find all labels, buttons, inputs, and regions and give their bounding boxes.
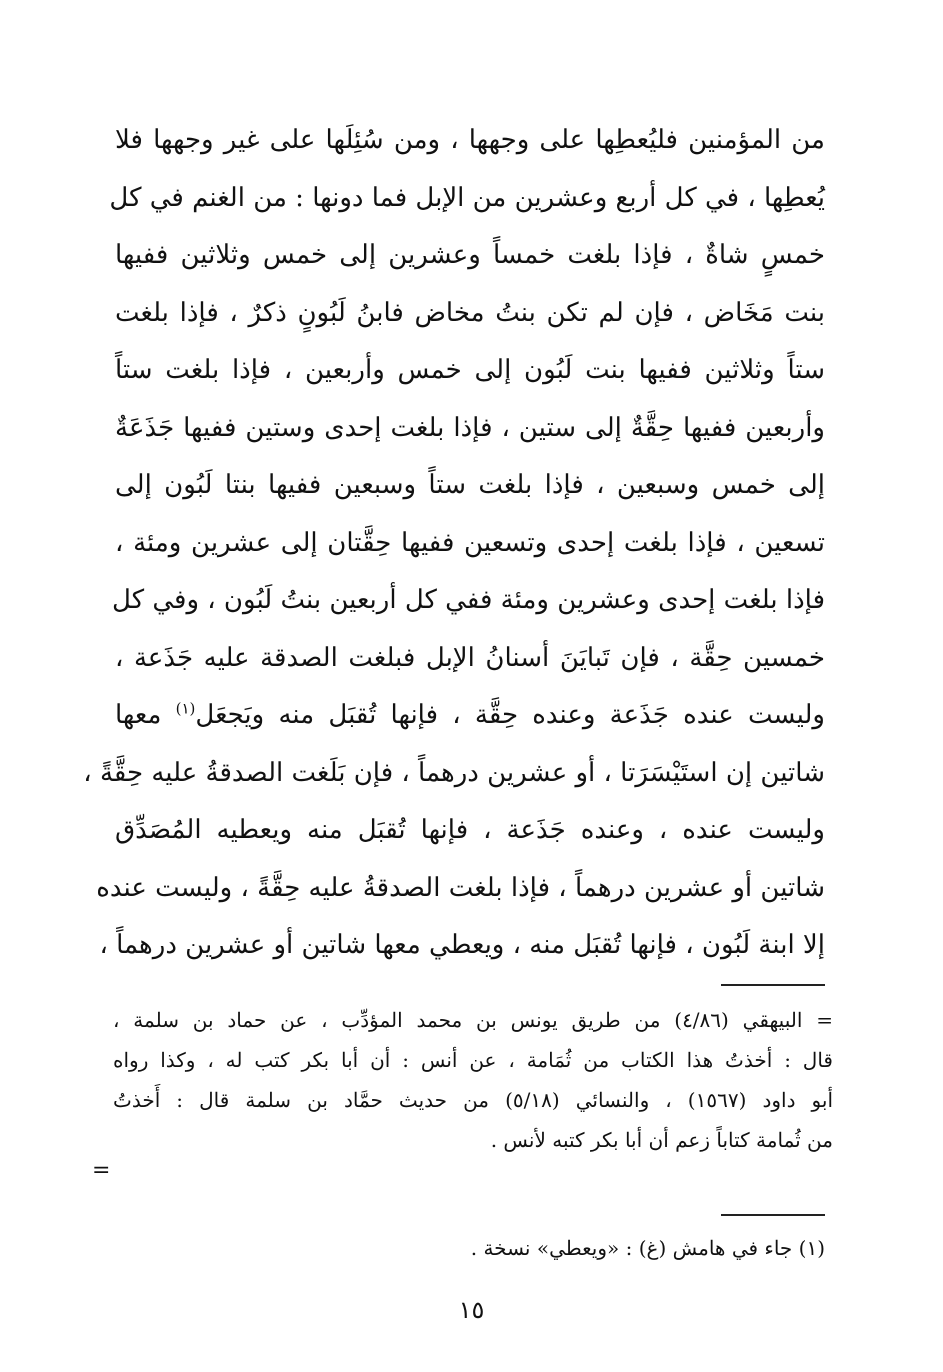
- continuation-mark: =: [92, 1158, 111, 1183]
- main-line: إلى خمس وسبعين ، فإذا بلغت ستاً وسبعين ففيها بنتا لَبُون إلى: [115, 470, 825, 500]
- page-number: ١٥: [458, 1296, 485, 1324]
- main-line: شاتين أو عشرين درهماً ، فإذا بلغت الصدقةُ عليه حِقَّةً ، وليست عنده: [96, 872, 825, 903]
- main-line: خمسٍ شاةٌ ، فإذا بلغت خمساً وعشرين إلى خمس وثلاثين ففيها: [115, 240, 826, 270]
- main-line: يُعطِها ، في كل أربع وعشرين من الإبل فما دونها : من الغنم في كل: [109, 182, 825, 213]
- main-line: خمسين حِقَّة ، فإن تَبايَنَ أسنانُ الإبل فبلغت الصدقة عليه جَذَعة ،: [115, 642, 825, 673]
- main-line: ستاً وثلاثين ففيها بنت لَبُون إلى خمس وأربعين ، فإذا بلغت ستاً: [115, 355, 825, 385]
- notes-separator: [721, 984, 825, 986]
- note-line: = البيهقي (٤/٨٦) من طريق يونس بن محمد المؤدِّب ، عن حماد بن سلمة ،: [113, 1008, 833, 1032]
- footnote-marker: (١): [175, 699, 196, 718]
- main-line-with-footnote-marker: [115, 687, 825, 745]
- footnote: (١) جاء في هامش (غ) : «ويعطي» نسخة .: [470, 1236, 825, 1260]
- footnote-separator: [721, 1214, 825, 1216]
- continued-notes: [113, 1000, 833, 1160]
- main-text: [83, 112, 826, 975]
- main-line-tail: معها: [115, 700, 162, 730]
- main-line: من المؤمنين فليُعطِها على وجهها ، ومن سُئِلَها على غير وجهها فلا: [115, 125, 825, 155]
- main-line: وأربعين ففيها حِقَّةٌ إلى ستين ، فإذا بلغت إحدى وستين ففيها جَذَعَةٌ: [115, 412, 825, 443]
- main-line-text: وليست عنده جَذَعة وعنده حِقَّة ، فإنها تُقبَل منه ويَجعَل: [195, 700, 825, 730]
- main-line: تسعين ، فإذا بلغت إحدى وتسعين ففيها حِقَّتان إلى عشرين ومئة ،: [115, 527, 825, 558]
- note-line: أبو داود (١٥٦٧) ، والنسائي (٥/١٨) من حديث حمَّاد بن سلمة قال : أَخذتُ: [113, 1088, 834, 1112]
- main-line: بنت مَخَاض ، فإن لم تكن بنتُ مخاض فابنُ لَبُونٍ ذكرٌ ، فإذا بلغت: [115, 297, 825, 328]
- main-line: فإذا بلغت إحدى وعشرين ومئة ففي كل أربعين بنتُ لَبُون ، وفي كل: [112, 585, 825, 615]
- note-line: من ثُمامة كتاباً زعم أن أبا بكر كتبه لأنس .: [490, 1128, 833, 1152]
- main-line: شاتين إن استَيْسَرَتا ، أو عشرين درهماً ، فإن بَلَغت الصدقةُ عليه حِقَّةً ،: [83, 757, 825, 788]
- note-line: قال : أخذتُ هذا الكتاب من ثُمَامة ، عن أنس : أن أبا بكر كتب له ، وكذا رواه: [113, 1048, 833, 1072]
- main-line: وليست عنده ، وعنده جَذَعة ، فإنها تُقبَل منه ويعطيه المُصَدِّق: [115, 815, 825, 845]
- main-line: إلا ابنة لَبُون ، فإنها تُقبَل منه ، ويعطي معها شاتين أو عشرين درهماً ،: [99, 930, 825, 960]
